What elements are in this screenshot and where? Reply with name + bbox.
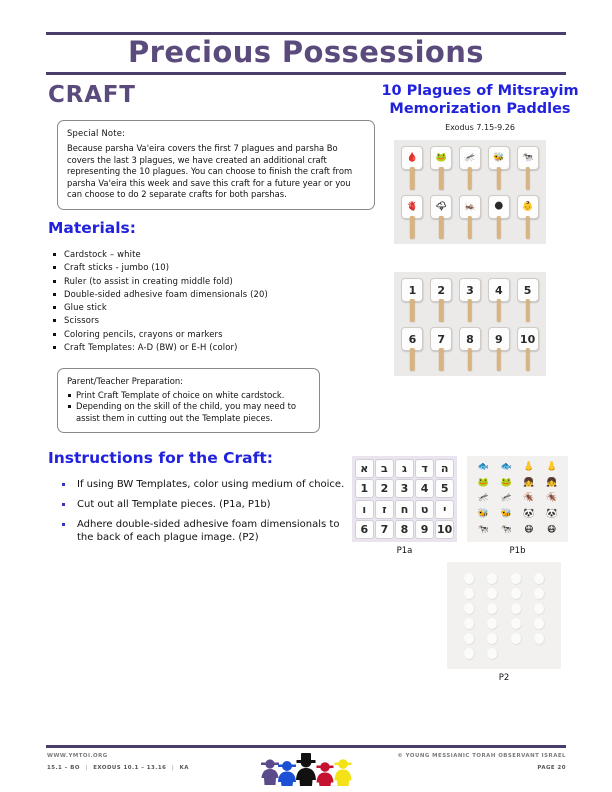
foam-piece [529,617,549,629]
foam-blob [534,588,544,599]
foam-piece [506,572,526,584]
paddle-card: 3 [459,278,481,302]
craft-stick [439,348,444,371]
cut-piece: 😷 [524,524,534,535]
footer-right [397,753,566,771]
craft-stick [497,299,502,322]
footer-copyright: © YOUNG MESSIANIC TORAH OBSERVANT ISRAEL [397,753,566,759]
paddle [428,144,455,191]
foam-piece [506,587,526,599]
foam-piece [459,617,479,629]
list-item: Print Craft Template of choice on white cardstock. [67,390,310,401]
photo-caption-p1b: P1b [509,546,526,556]
paddle-card: 8 [459,327,481,351]
paddle [485,193,512,240]
paddle [457,193,484,240]
foam-piece [529,647,549,659]
foam-piece [529,572,549,584]
page-title: Precious Possessions [128,35,484,69]
craft-stick [525,167,530,190]
paddle [457,276,484,323]
foam-blob [487,603,497,614]
template-cell: י [435,500,454,519]
craft-stick [439,299,444,322]
foam-blob [511,618,521,629]
paddle-card: 5 [517,278,539,302]
paddle-card: 1 [401,278,423,302]
foam-blob [511,633,521,644]
foam-piece [482,617,502,629]
list-item: Scissors [53,314,383,327]
paddle [428,193,455,240]
cut-piece: 👃 [546,462,558,473]
paddle [514,325,541,372]
paddle-card: 4 [488,278,510,302]
list-item: Coloring pencils, crayons or markers [53,328,383,341]
footer-page-number: PAGE 20 [537,765,566,771]
plague-glyph: 🌑 [494,201,504,212]
foam-piece [459,647,479,659]
cut-piece: 😷 [546,524,557,535]
template-cell: ז [375,500,394,519]
list-item: If using BW Templates, color using medium of choice. [62,478,352,491]
template-cell: 8 [395,520,414,539]
plague-glyph: 🌩 [435,201,447,212]
paddle-card: 6 [401,327,423,351]
instructions-heading: Instructions for the Craft: [48,449,273,467]
logo-figure-black [296,753,316,786]
photo-caption-p2: P2 [498,673,510,683]
template-cell: 5 [435,479,454,498]
foam-blob [464,633,474,644]
logo-figure-purple [261,759,279,785]
paddle [514,144,541,191]
foam-piece [482,587,502,599]
paddle [428,276,455,323]
foam-piece [529,632,549,644]
foam-blob [487,573,497,584]
plague-glyph: 🩸 [406,152,418,163]
cut-piece: 🐼 [523,509,535,520]
footer-reference-parsha: 15.1 – BO [47,765,80,771]
paddle [428,325,455,372]
paddle [485,276,512,323]
template-cell: ח [395,500,414,519]
craft-stick [468,167,473,190]
list-item: Adhere double-sided adhesive foam dimensionals to the back of each plague image. (P2) [62,518,352,544]
footer-left [47,753,189,771]
foam-blob [534,603,544,614]
paddle [514,193,541,240]
foam-blob [464,648,474,659]
template-cell: ט [415,500,434,519]
paddle [399,193,426,240]
template-cell: 10 [435,520,454,539]
craft-stick [410,216,415,239]
materials-heading: Materials: [48,219,136,237]
cut-piece: 👃 [523,462,535,473]
paddle [457,325,484,372]
craft-heading: CRAFT [48,82,136,108]
footer-reference-code: KA [179,765,189,771]
foam-piece [459,632,479,644]
craft-stick [497,216,502,239]
foam-blob [464,618,474,629]
special-note-title: Special Note: [67,128,126,138]
list-item: Double-sided adhesive foam dimensionals (20) [53,288,383,301]
numbered-paddles-photo [394,272,546,376]
template-cell: ד [415,459,434,478]
paddle [457,144,484,191]
foam-blob [511,588,521,599]
plague-glyph: 🐸 [435,152,447,163]
template-sheet-photo [352,456,457,542]
preparation-title: Parent/Teacher Preparation: [67,376,183,386]
photo-caption-p1a: P1a [396,546,413,556]
list-item: Cardstock – white [53,248,383,261]
instructions-list [62,478,352,551]
footer-divider: | [85,765,88,771]
craft-stick [439,216,444,239]
foam-piece [459,572,479,584]
template-cell: 1 [355,479,374,498]
craft-stick [497,167,502,190]
foam-blob [487,588,497,599]
foam-blob [464,588,474,599]
foam-blob [464,573,474,584]
cut-piece: 🐟 [477,462,489,473]
list-item: Craft Templates: A-D (BW) or E-H (color) [53,341,383,354]
logo-figure-blue [278,761,296,786]
footer-rule [46,745,566,748]
craft-stick [497,348,502,371]
foam-blob [534,618,544,629]
craft-stick [410,299,415,322]
plague-glyph: 👶 [521,201,534,212]
special-note-box [57,120,375,210]
foam-blob [511,603,521,614]
foam-piece [482,647,502,659]
organization-logo-icon [258,752,354,786]
foam-blob [534,573,544,584]
footer-reference [47,765,189,771]
cut-piece: 🦟 [500,493,512,504]
footer-reference-scripture: EXODUS 10.1 – 13.16 [93,765,167,771]
foam-piece [482,632,502,644]
foam-blob [464,603,474,614]
paddle [399,276,426,323]
foam-grid [447,562,561,669]
craft-stick [410,167,415,190]
template-cell: ה [435,459,454,478]
template-cell: 4 [415,479,434,498]
template-cell: 3 [395,479,414,498]
cut-piece: 🪳 [546,493,558,504]
paddle-card: 2 [430,278,452,302]
list-item: Craft sticks - jumbo (10) [53,261,383,274]
cut-piece: 🪳 [523,493,535,504]
paddle-card: 9 [488,327,510,351]
craft-stick [468,348,473,371]
preparation-list [67,390,310,424]
craft-stick [439,167,444,190]
foam-blob [487,633,497,644]
cut-piece: 👧 [523,477,535,488]
template-cell: א [355,459,374,478]
craft-stick [410,348,415,371]
foam-piece [459,587,479,599]
template-cell: 2 [375,479,394,498]
cut-pieces-grid [467,456,568,542]
craft-stick [468,216,473,239]
craft-subtitle-line-2: Memorization Paddles [389,101,571,117]
template-cell: 9 [415,520,434,539]
scripture-reference: Exodus 7.15-9.26 [445,123,515,132]
plague-glyph: 🦟 [464,152,476,163]
cut-piece: 👧 [546,477,558,488]
logo-figure-yellow [335,759,352,786]
paddle [399,144,426,191]
foam-piece [482,602,502,614]
foam-piece [529,602,549,614]
logo-figure-red [317,762,334,786]
cut-piece: 🐸 [477,477,489,488]
special-note-body: Because parsha Va'eira covers the first 7 plagues and parsha Bo covers the last 3 plagues, we have created an additional craft representing the 10 plagues. You can choose to finish the craft from parsha Va'eira this week and save this craft for a future year or you can choose to do 2 separate crafts for both parshas. [67,143,353,200]
foam-dimensionals-photo [447,562,561,669]
list-item: Cut out all Template pieces. (P1a, P1b) [62,498,352,511]
craft-stick [525,348,530,371]
preparation-box [57,368,320,433]
paddle [485,325,512,372]
cut-piece: 🐼 [546,509,558,520]
foam-piece [506,632,526,644]
foam-blob [534,633,544,644]
plague-glyph: 🐄 [521,152,534,163]
craft-subtitle-line-1: 10 Plagues of Mitsrayim [381,83,579,99]
plague-glyph: 🦗 [464,201,476,212]
cut-plague-pieces-photo [467,456,568,542]
foam-blob [511,573,521,584]
list-item: Ruler (to assist in creating middle fold) [53,275,383,288]
cut-piece: 🐝 [477,509,489,520]
cut-piece: 🦟 [477,493,489,504]
header-rule-bottom [46,72,566,75]
list-item: Glue stick [53,301,383,314]
cut-piece: 🐄 [477,524,489,535]
paddle-card: 7 [430,327,452,351]
cut-piece: 🐟 [500,462,512,473]
foam-piece [482,572,502,584]
template-sheet-grid [352,456,457,542]
craft-stick [468,299,473,322]
paddle-grid [394,140,546,244]
foam-piece [459,602,479,614]
list-item: Depending on the skill of the child, you may need to assist them in cutting out the Template pieces. [67,401,310,424]
craft-stick [525,216,530,239]
template-cell: ב [375,459,394,478]
paddle-card: 10 [517,327,539,351]
template-cell: ג [395,459,414,478]
foam-piece [506,617,526,629]
plague-glyph: 🫀 [406,201,418,212]
foam-piece [506,647,526,659]
foam-piece [529,587,549,599]
template-cell: 7 [375,520,394,539]
materials-list [53,248,383,354]
footer-website: WWW.YMTOI.ORG [47,753,108,759]
template-cell: ו [355,500,374,519]
plague-glyph: 🐝 [493,152,505,163]
foam-blob [487,648,497,659]
craft-subtitle [368,82,592,118]
cut-piece: 🐄 [500,524,512,535]
plague-image-paddles-photo [394,140,546,244]
craft-stick [525,299,530,322]
paddle-grid [394,272,546,376]
paddle [485,144,512,191]
paddle [399,325,426,372]
footer-divider: | [171,765,175,771]
cut-piece: 🐸 [500,477,512,488]
foam-blob [487,618,497,629]
foam-piece [506,602,526,614]
template-cell: 6 [355,520,374,539]
paddle [514,276,541,323]
cut-piece: 🐝 [500,509,512,520]
